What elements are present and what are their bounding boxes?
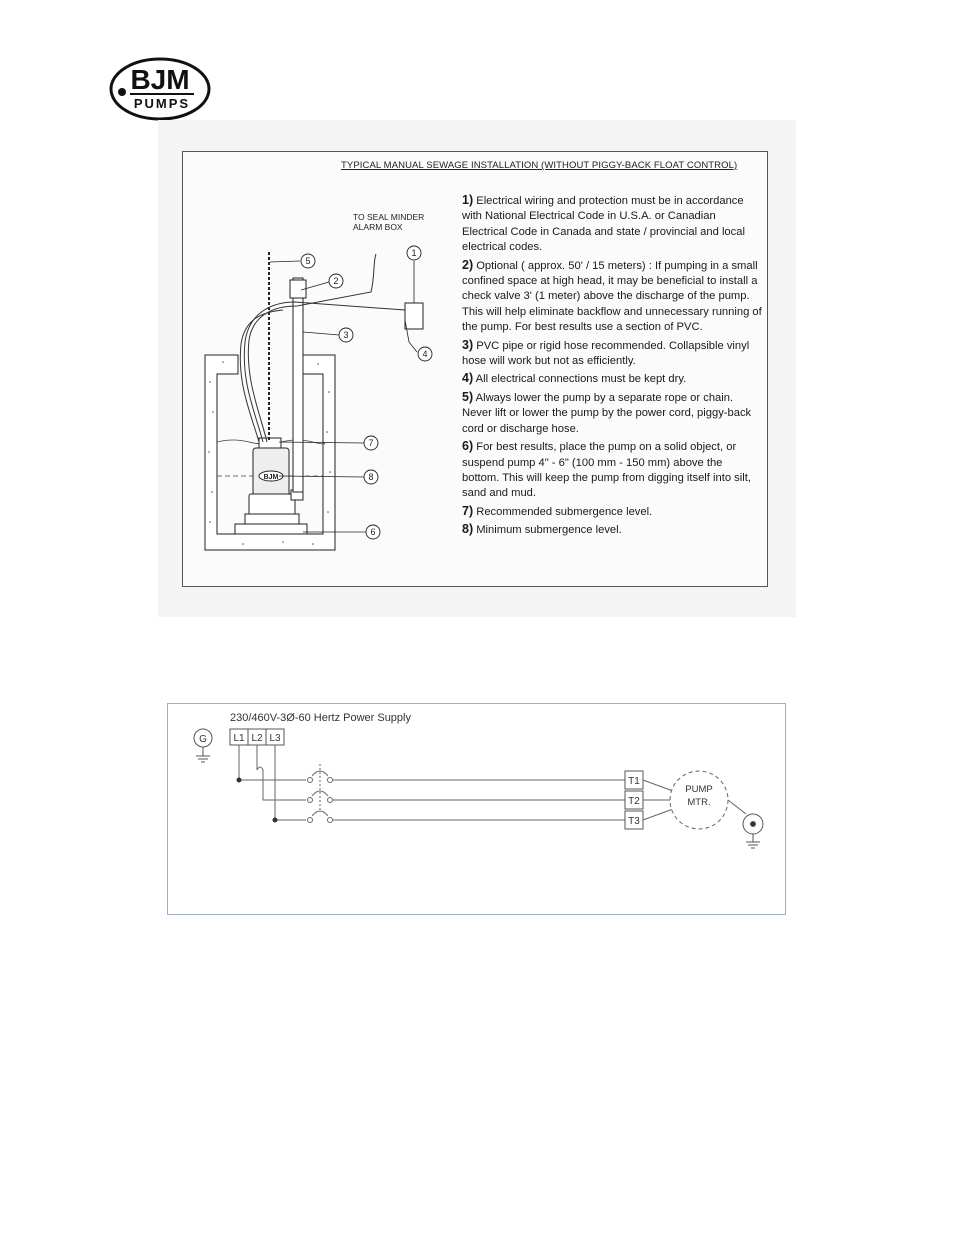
- alarm-box-label-line2: ALARM BOX: [353, 222, 403, 232]
- wiring-diagram: [167, 703, 786, 915]
- note-text: Electrical wiring and protection must be in accordance with National Electrical Code in U.S.A. or Canadian Electrical Code in Canada and state / provincial and local electrical codes.: [462, 195, 745, 254]
- note-number: 7): [462, 503, 474, 518]
- note-text: All electrical connections must be kept dry.: [475, 373, 687, 386]
- pump-base-block: [235, 524, 307, 534]
- discharge-pipe: [290, 278, 306, 492]
- note-3: [462, 338, 762, 370]
- callout-circles: [301, 246, 432, 539]
- wiring-diagram-title: 230/460V-3Ø-60 Hertz Power Supply: [230, 712, 411, 724]
- note-6: [462, 439, 762, 502]
- pump-motor-label-line2: MTR.: [687, 797, 711, 808]
- terminal-t2: T2: [628, 796, 640, 807]
- note-1: [462, 193, 762, 256]
- bjm-pumps-logo: [108, 56, 212, 122]
- callout-6: 6: [370, 527, 376, 537]
- ground-label: G: [199, 734, 207, 745]
- note-text: Recommended submergence level.: [476, 505, 653, 518]
- note-number: 8): [462, 522, 474, 537]
- motor-ground-symbol: [743, 814, 763, 848]
- alarm-box-label-line1: TO SEAL MINDER: [353, 212, 425, 222]
- pump-motor-label: [681, 783, 717, 809]
- installation-figure: [182, 151, 768, 587]
- control-box: [405, 303, 423, 329]
- supply-wires: [239, 745, 306, 820]
- terminal-l3: L3: [269, 733, 281, 744]
- note-5: [462, 390, 762, 437]
- note-text: Optional ( approx. 50' / 15 meters) : If pumping in a small confined space at high head, it may be beneficial to install a check valve 3' (1 meter) above the discharge of the pump. This will help eliminate backflow and unnecessary running of the pump. For best results use a section of PVC.: [462, 259, 762, 334]
- note-text: For best results, place the pump on a solid object, or suspend pump 4" - 6" (100 mm - 150 mm) above the bottom. This will keep the pump from digging itself into silt, sand and mud.: [462, 441, 751, 500]
- pump-motor-label-line1: PUMP: [685, 784, 713, 795]
- callout-5: 5: [305, 256, 311, 266]
- note-2: [462, 258, 762, 336]
- logo-pumps-text: PUMPS: [133, 96, 191, 111]
- logo-graphic: [108, 56, 212, 122]
- note-8: [462, 522, 762, 538]
- motor-ground-wire: [728, 800, 746, 814]
- note-text: Minimum submergence level.: [476, 524, 622, 537]
- note-number: 3): [462, 337, 474, 352]
- terminal-l1: L1: [233, 733, 245, 744]
- callout-1: 1: [411, 248, 417, 258]
- callout-3: 3: [343, 330, 349, 340]
- note-4: [462, 371, 762, 387]
- terminal-t3: T3: [628, 816, 640, 827]
- installation-figure-title: TYPICAL MANUAL SEWAGE INSTALLATION (WITHOUT PIGGY-BACK FLOAT CONTROL): [341, 160, 738, 171]
- wiring-schematic: [168, 704, 785, 914]
- note-number: 6): [462, 439, 474, 454]
- contactor: [308, 764, 333, 823]
- note-number: 2): [462, 257, 474, 272]
- callout-2: 2: [333, 276, 339, 286]
- pump-badge-text: BJM: [263, 474, 279, 481]
- callout-8: 8: [368, 472, 374, 482]
- logo-bjm-text: BJM: [130, 64, 190, 95]
- terminal-l2: L2: [251, 733, 263, 744]
- note-number: 1): [462, 193, 474, 207]
- installation-notes: [462, 193, 762, 541]
- alarm-box-label: [353, 212, 424, 232]
- terminal-t1: T1: [628, 776, 640, 787]
- note-7: [462, 504, 762, 520]
- note-number: 4): [462, 371, 474, 386]
- note-text: Always lower the pump by a separate rope or chain. Never lift or lower the pump by the power cord, piggy-back cord or discharge hose.: [462, 391, 752, 435]
- load-wires: [333, 780, 673, 820]
- note-number: 5): [462, 389, 474, 404]
- callout-4: 4: [422, 349, 428, 359]
- note-text: PVC pipe or rigid hose recommended. Collapsible vinyl hose will work but not as efficiently.: [462, 339, 750, 368]
- callout-7: 7: [368, 438, 374, 448]
